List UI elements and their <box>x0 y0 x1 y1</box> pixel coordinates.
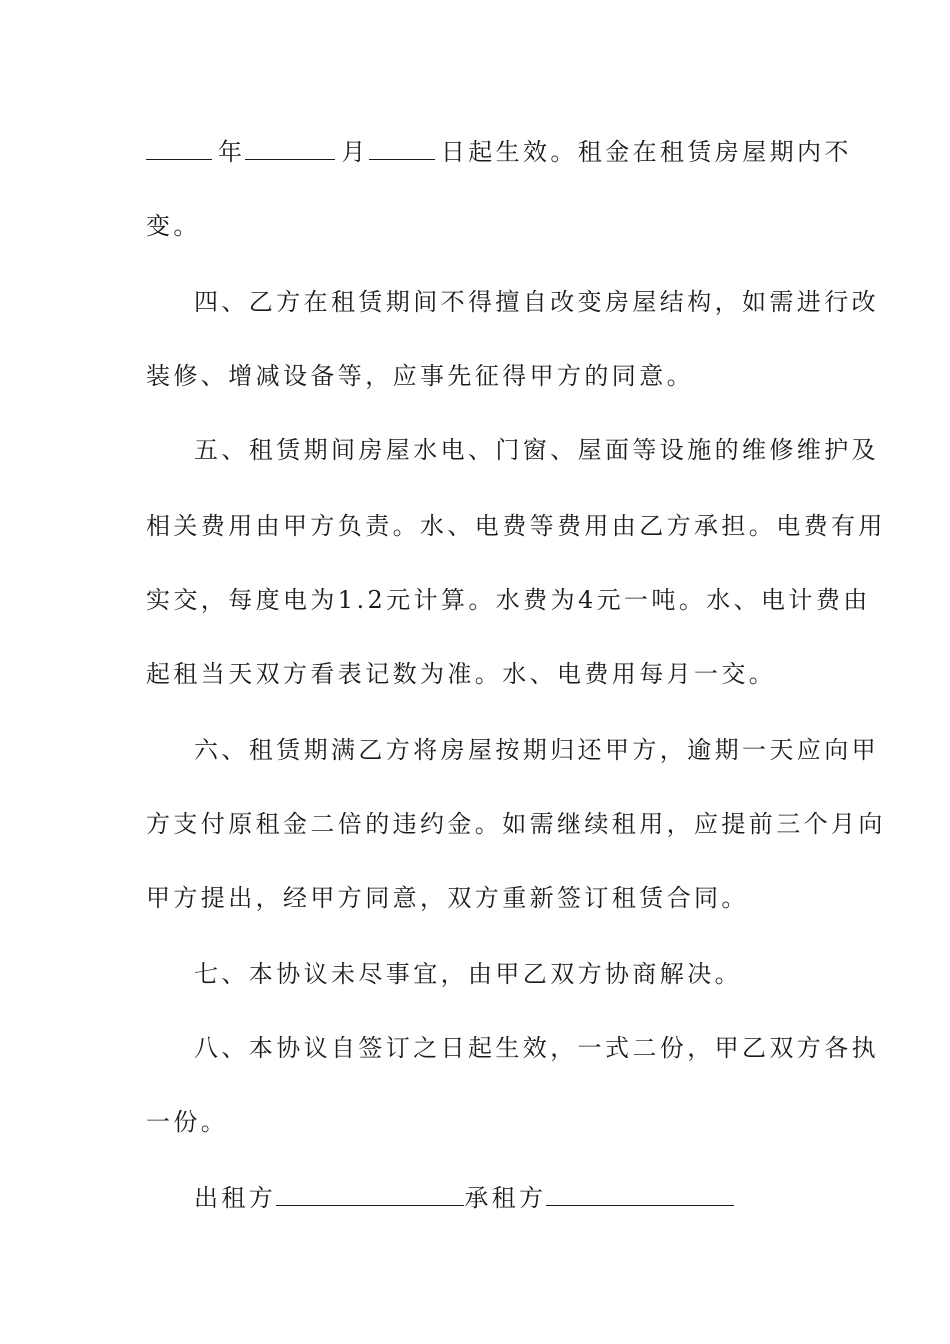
lessee-signature-blank <box>546 1183 734 1206</box>
month-blank <box>245 137 335 160</box>
clause-8-line-1: 八、本协议自签订之日起生效，一式二份，甲乙双方各执 <box>194 1034 879 1062</box>
clause-8-line-2: 一份。 <box>146 1108 229 1136</box>
clause-4-line-1: 四、乙方在租赁期间不得擅自改变房屋结构，如需进行改 <box>194 288 879 316</box>
month-label: 月 <box>341 138 369 166</box>
lessor-label: 出租方 <box>194 1184 277 1212</box>
clause-6-line-1: 六、租赁期满乙方将房屋按期归还甲方，逾期一天应向甲 <box>194 736 879 764</box>
lessee-label: 承租方 <box>464 1184 547 1212</box>
year-label: 年 <box>218 138 246 166</box>
effective-text: 日起生效。租金在租赁房屋期内不 <box>440 138 852 166</box>
effective-date-line <box>146 134 852 170</box>
clause-5-line-4: 起租当天双方看表记数为准。水、电费用每月一交。 <box>146 660 777 688</box>
clause-6-line-2: 方支付原租金二倍的违约金。如需继续租用，应提前三个月向 <box>146 810 886 838</box>
clause-5-line-1: 五、租赁期间房屋水电、门窗、屋面等设施的维修维护及 <box>194 436 879 464</box>
year-blank <box>146 137 212 160</box>
clause-5-line-3: 实交，每度电为1.2元计算。水费为4元一吨。水、电计费由 <box>146 586 871 614</box>
day-blank <box>369 137 435 160</box>
clause-6-line-3: 甲方提出，经甲方同意，双方重新签订租赁合同。 <box>146 884 749 912</box>
lessor-signature-blank <box>276 1183 464 1206</box>
paragraph-line: 变。 <box>146 212 201 240</box>
clause-5-line-2: 相关费用由甲方负责。水、电费等费用由乙方承担。电费有用 <box>146 512 886 540</box>
signature-line <box>194 1180 864 1216</box>
clause-7-line-1: 七、本协议未尽事宜，由甲乙双方协商解决。 <box>194 960 742 988</box>
clause-4-line-2: 装修、增减设备等，应事先征得甲方的同意。 <box>146 362 694 390</box>
